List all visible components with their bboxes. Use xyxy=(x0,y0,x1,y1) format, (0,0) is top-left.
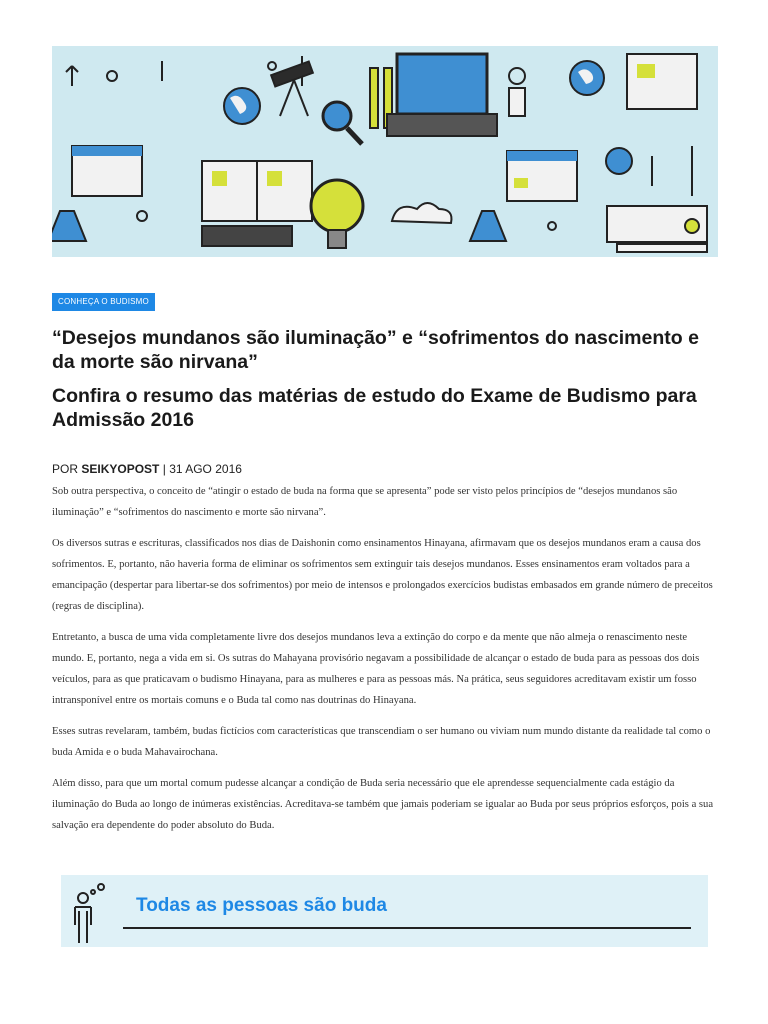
page-title: “Desejos mundanos são iluminação” e “sofrimentos do nascimento e da morte são nirvana” xyxy=(52,327,699,373)
article-paragraph: Entretanto, a busca de uma vida completamente livre dos desejos mundanos leva a extinção do corpo e da mente que não almeja o renascimento neste mundo. E, portanto, nega a vida em si. Os sutras do Mahayana provisório negavam a possibilidade de alcançar o estado de buda para as pessoas dos dois veículos, para as que praticavam o budismo Hinayana, para as mulheres e para as pessoas más. Na prática, seus seguidores acreditavam existir um fosso intransponível entre os mortais comuns e o Buda tal como nas doutrinas do Hinayana. xyxy=(52,632,700,706)
byline-author[interactable]: SEIKYOPOST xyxy=(81,462,160,476)
person-thinking-icon xyxy=(69,881,109,945)
byline-separator: | xyxy=(162,462,166,476)
article-paragraph: Além disso, para que um mortal comum pudesse alcançar a condição de Buda seria necessário que ele aprendesse sequencialmente cada estágio da iluminação do Buda ao longo de inúmeras existências. Acreditava-se também que jamais poderiam se igualar ao Buda por seus próprios esforços, pois a sua salvação era dependente do poder absoluto do Buda. xyxy=(52,778,714,831)
section-heading: Todas as pessoas são buda xyxy=(136,895,387,916)
article-paragraph: Sob outra perspectiva, o conceito de “atingir o estado de buda na forma que se apresenta” pode ser visto pelos princípios de “desejos mundanos são iluminação” e “sofrimentos do nascimento e morte são nirvana”. xyxy=(52,486,678,518)
article-body xyxy=(52,481,720,846)
article-paragraph: Os diversos sutras e escrituras, classificados nos dias de Daishonin como ensinamentos Hinayana, afirmavam que os desejos mundanos eram a causa dos sofrimentos. E, portanto, não haveria forma de eliminar os sofrimentos sem extinguir tais desejos mundanos. Esses ensinamentos eram voltados para a emancipação (despertar para libertar-se dos sofrimentos) por meio de intensos e prolongados exercícios budistas embasados em grande número de preceitos (regras de disciplina). xyxy=(52,538,713,612)
section-underline xyxy=(123,927,691,929)
article-paragraph: Esses sutras revelaram, também, budas fictícios com características que transcendiam o ser humano ou viviam num mundo distante da realidade tal como o buda Amida e o buda Mahavairochana. xyxy=(52,726,711,758)
hero-image xyxy=(52,46,718,257)
byline-date: 31 AGO 2016 xyxy=(169,462,242,476)
page-subtitle: Confira o resumo das matérias de estudo do Exame de Budismo para Admissão 2016 xyxy=(52,385,697,431)
byline-prefix: POR xyxy=(52,462,79,476)
category-tag[interactable]: CONHEÇA O BUDISMO xyxy=(52,293,155,311)
byline xyxy=(52,462,242,476)
section-callout xyxy=(61,875,708,947)
